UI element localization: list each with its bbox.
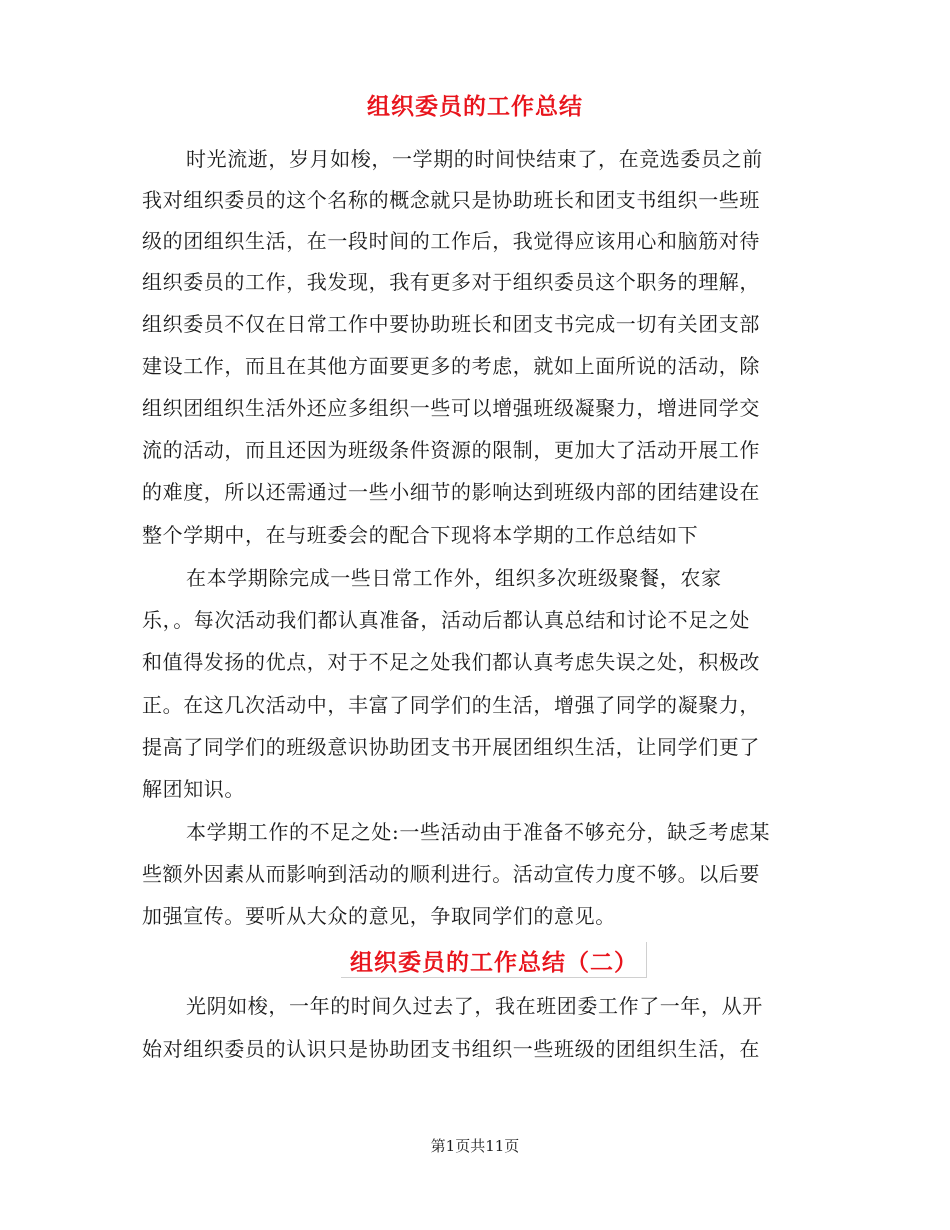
paragraph-line: 建设工作，而且在其他方面要更多的考虑，就如上面所说的活动，除 xyxy=(142,354,760,378)
paragraph-line: 时光流逝，岁月如梭，一学期的时间快结束了，在竞选委员之前 xyxy=(186,147,763,171)
paragraph-line: 加强宣传。要听从大众的意见，争取同学们的意见。 xyxy=(142,904,616,928)
section-title: 组织委员的工作总结（二） xyxy=(350,950,638,976)
paragraph-line: 光阴如梭，一年的时间久过去了，我在班团委工作了一年，从开 xyxy=(186,994,763,1018)
paragraph-line: 组织委员不仅在日常工作中要协助班长和团支书完成一切有关团支部 xyxy=(142,312,760,336)
paragraph-line: 些额外因素从而影响到活动的顺利进行。活动宣传力度不够。以后要 xyxy=(142,862,760,886)
section-title-box xyxy=(341,942,647,978)
paragraph-line: 本学期工作的不足之处:一些活动由于准备不够充分，缺乏考虑某 xyxy=(186,820,771,844)
paragraph-line: 组织委员的工作，我发现，我有更多对于组织委员这个职务的理解， xyxy=(142,270,760,294)
paragraph-line: 和值得发扬的优点，对于不足之处我们都认真考虑失误之处，积极改 xyxy=(142,650,760,674)
paragraph-line: 流的活动，而且还因为班级条件资源的限制，更加大了活动开展工作 xyxy=(142,438,760,462)
paragraph-line: 始对组织委员的认识只是协助团支书组织一些班级的团组织生活，在 xyxy=(142,1037,760,1061)
paragraph-line: 我对组织委员的这个名称的概念就只是协助班长和团支书组织一些班 xyxy=(142,188,760,212)
paragraph-line: 乐，。每次活动我们都认真准备，活动后都认真总结和讨论不足之处 xyxy=(142,608,750,632)
paragraph-line: 级的团组织生活，在一段时间的工作后，我觉得应该用心和脑筋对待 xyxy=(142,229,760,253)
paragraph-line: 整个学期中，在与班委会的配合下现将本学期的工作总结如下 xyxy=(142,523,699,547)
paragraph-line: 的难度，所以还需通过一些小细节的影响达到班级内部的团结建设在 xyxy=(142,480,760,504)
paragraph-line: 解团知识。 xyxy=(142,777,245,801)
paragraph-line: 提高了同学们的班级意识协助团支书开展团组织生活，让同学们更了 xyxy=(142,735,760,759)
paragraph-line: 正。在这几次活动中，丰富了同学们的生活，增强了同学的凝聚力， xyxy=(142,693,760,717)
document-title: 组织委员的工作总结 xyxy=(367,94,583,120)
page-footer: 第1页共11页 xyxy=(430,1137,520,1155)
paragraph-line: 在本学期除完成一些日常工作外，组织多次班级聚餐，农家 xyxy=(186,566,722,590)
paragraph-line: 组织团组织生活外还应多组织一些可以增强班级凝聚力，增进同学交 xyxy=(142,396,760,420)
